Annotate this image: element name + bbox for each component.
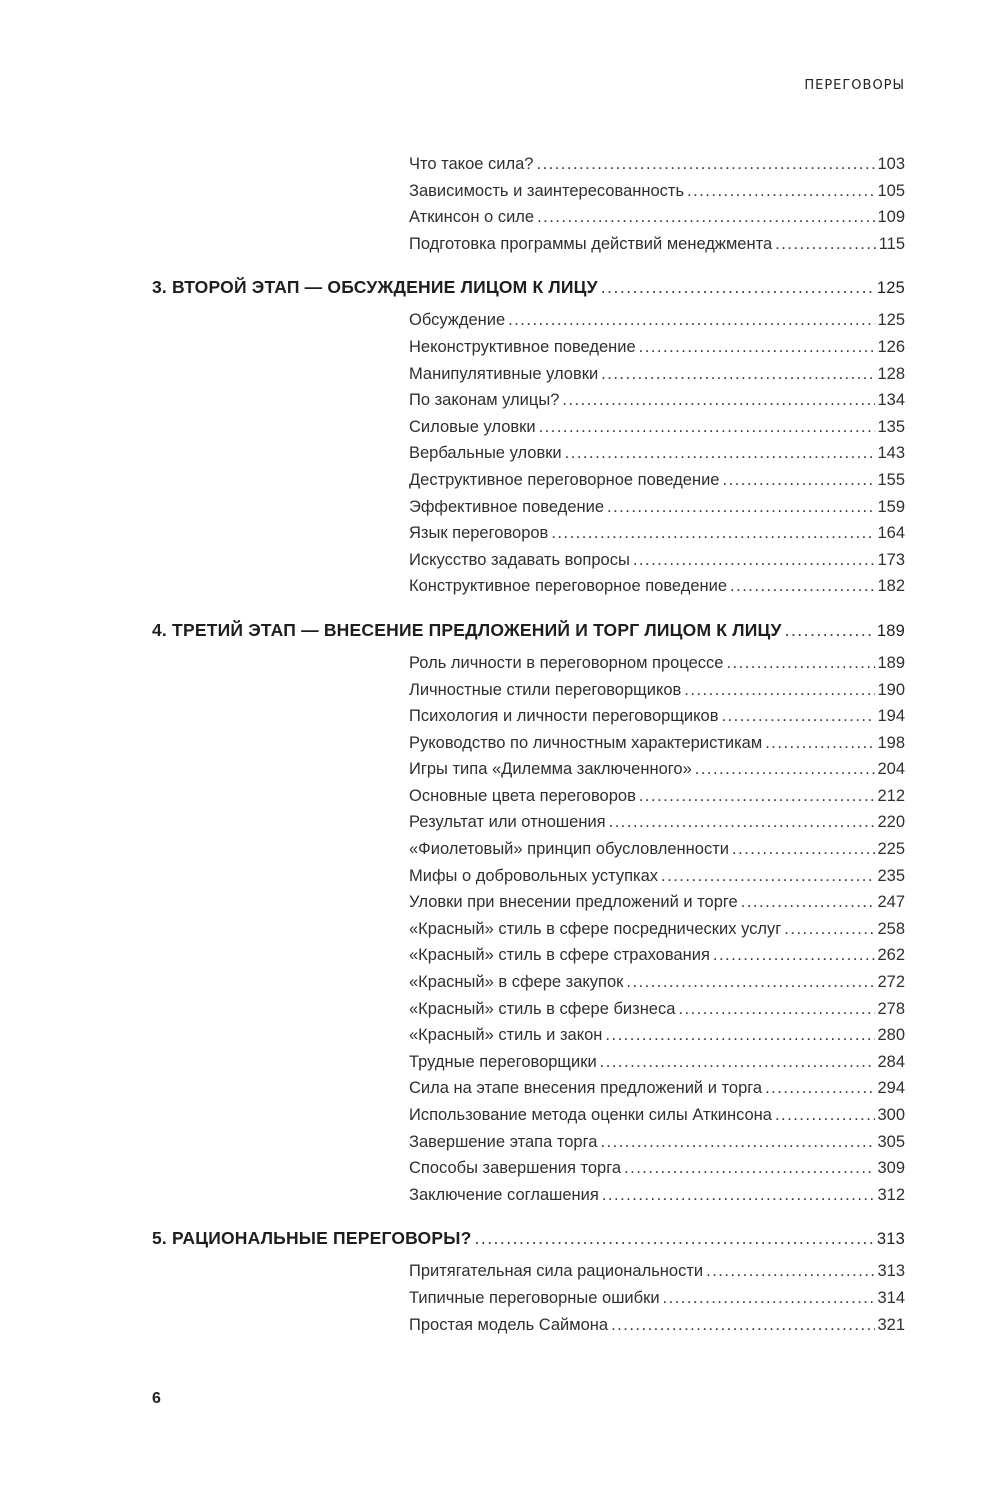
- chapter-page-number: 313: [876, 1230, 905, 1249]
- dot-leader: [661, 868, 875, 885]
- entry-page-number: 247: [877, 893, 905, 912]
- entry-page-number: 115: [878, 234, 905, 253]
- dot-leader: [765, 1080, 875, 1097]
- toc-entry: [409, 391, 905, 418]
- entry-title: Эффективное поведение: [409, 497, 604, 516]
- running-header: ПЕРЕГОВОРЫ: [804, 78, 905, 93]
- entry-title: Деструктивное переговорное поведение: [409, 470, 720, 489]
- toc-entry: [409, 365, 905, 392]
- dot-leader: [602, 1187, 876, 1204]
- entry-page-number: 109: [877, 208, 905, 227]
- dot-leader: [639, 788, 876, 805]
- entry-title: Простая модель Саймона: [409, 1315, 609, 1334]
- entry-page-number: 125: [877, 311, 905, 330]
- dot-leader: [775, 236, 877, 253]
- entry-title: Конструктивное переговорное поведение: [409, 577, 728, 596]
- toc-entry: [409, 444, 905, 471]
- chapter-page-number: 125: [876, 279, 905, 298]
- dot-leader: [626, 974, 875, 991]
- dot-leader: [732, 841, 875, 858]
- entry-page-number: 155: [877, 470, 905, 489]
- entry-page-number: 258: [877, 919, 905, 938]
- toc-entry: [409, 1289, 905, 1316]
- entry-title: Сила на этапе внесения предложений и торга: [409, 1079, 763, 1098]
- dot-leader: [562, 392, 875, 409]
- entry-page-number: 284: [877, 1052, 905, 1071]
- entry-page-number: 190: [877, 680, 905, 699]
- entry-title: Трудные переговорщики: [409, 1052, 597, 1071]
- toc-entry: [409, 338, 905, 365]
- toc-entry: [409, 577, 905, 604]
- entry-page-number: 280: [877, 1026, 905, 1045]
- dot-leader: [775, 1107, 876, 1124]
- chapter-title: 5. РАЦИОНАЛЬНЫЕ ПЕРЕГОВОРЫ?: [152, 1228, 472, 1249]
- entry-page-number: 182: [877, 577, 905, 596]
- toc-entry: [409, 208, 905, 235]
- toc-entry: [409, 946, 905, 973]
- entry-title: Притягательная сила рациональности: [409, 1262, 704, 1281]
- toc-entry: [409, 1316, 905, 1343]
- toc-entry: [409, 893, 905, 920]
- entry-page-number: 235: [877, 866, 905, 885]
- toc-entry: [409, 920, 905, 947]
- dot-leader: [551, 525, 875, 542]
- entry-page-number: 278: [877, 999, 905, 1018]
- dot-leader: [605, 1027, 875, 1044]
- toc-chapter-heading: [152, 277, 905, 307]
- dot-leader: [537, 209, 875, 226]
- entry-title: «Красный» стиль в сфере страхования: [409, 946, 710, 965]
- entry-page-number: 262: [877, 946, 905, 965]
- toc-entry: [409, 471, 905, 498]
- toc-entry: [409, 524, 905, 551]
- toc-entry: [409, 1026, 905, 1053]
- entry-title: Манипулятивные уловки: [409, 364, 599, 383]
- entry-title: По законам улицы?: [409, 391, 560, 410]
- entry-title: Силовые уловки: [409, 417, 536, 436]
- toc-entry: [409, 1262, 905, 1289]
- dot-leader: [624, 1160, 875, 1177]
- toc-entry: [409, 760, 905, 787]
- entry-page-number: 173: [877, 550, 905, 569]
- toc-entry: [409, 813, 905, 840]
- toc-entry: [409, 787, 905, 814]
- entry-title: Роль личности в переговорном процессе: [409, 653, 724, 672]
- entry-page-number: 128: [877, 364, 905, 383]
- dot-leader: [601, 366, 875, 383]
- dot-leader: [474, 1230, 874, 1248]
- toc-chapter-heading: [152, 620, 905, 650]
- toc-entry: [409, 654, 905, 681]
- entry-title: Использование метода оценки силы Аткинсона: [409, 1106, 772, 1124]
- entry-page-number: 272: [877, 973, 905, 992]
- dot-leader: [687, 183, 875, 200]
- dot-leader: [741, 894, 876, 911]
- entry-title: Заключение соглашения: [409, 1185, 599, 1204]
- toc-entry: [409, 1079, 905, 1106]
- entry-title: Искусство задавать вопросы: [409, 550, 630, 569]
- dot-leader: [730, 578, 875, 595]
- dot-leader: [539, 419, 876, 436]
- entry-title: «Красный» в сфере закупок: [409, 973, 624, 992]
- dot-leader: [565, 445, 876, 462]
- entry-page-number: 204: [877, 760, 905, 779]
- chapter-page-number: 189: [876, 621, 905, 640]
- entry-title: Зависимость и заинтересованность: [409, 181, 685, 200]
- entry-page-number: 105: [877, 181, 905, 200]
- entry-page-number: 194: [877, 707, 905, 726]
- dot-leader: [706, 1263, 875, 1280]
- dot-leader: [508, 312, 875, 329]
- entry-title: Что такое сила?: [409, 155, 534, 173]
- dot-leader: [684, 682, 875, 699]
- toc-entry: [409, 1053, 905, 1080]
- entry-page-number: 294: [877, 1079, 905, 1098]
- entry-page-number: 305: [877, 1132, 905, 1151]
- entry-page-number: 300: [877, 1106, 905, 1124]
- toc-entry: [409, 867, 905, 894]
- toc-entry: [409, 1186, 905, 1213]
- dot-leader: [765, 735, 875, 752]
- toc-entry: [409, 155, 905, 182]
- table-of-contents: [0, 155, 1000, 1342]
- entry-title: Обсуждение: [409, 311, 506, 330]
- entry-title: Завершение этапа торга: [409, 1132, 598, 1151]
- entry-title: «Красный» стиль в сфере посреднических услуг: [409, 919, 782, 938]
- entry-title: Основные цвета переговоров: [409, 786, 636, 805]
- toc-entry: [409, 1159, 905, 1186]
- dot-leader: [663, 1290, 876, 1307]
- entry-page-number: 198: [877, 733, 905, 752]
- dot-leader: [721, 708, 875, 725]
- entry-title: Результат или отношения: [409, 813, 606, 832]
- dot-leader: [784, 921, 875, 938]
- toc-entry: [409, 1000, 905, 1027]
- entry-title: Личностные стили переговорщиков: [409, 680, 682, 699]
- dot-leader: [609, 814, 876, 831]
- dot-leader: [600, 1054, 876, 1071]
- dot-leader: [633, 552, 876, 569]
- entry-title: Подготовка программы действий менеджмента: [409, 234, 773, 253]
- dot-leader: [726, 655, 875, 672]
- entry-page-number: 321: [877, 1315, 905, 1334]
- entry-page-number: 103: [877, 155, 905, 173]
- entry-page-number: 189: [877, 653, 905, 672]
- dot-leader: [695, 761, 876, 778]
- toc-entry: [409, 418, 905, 445]
- page-number: 6: [152, 1390, 161, 1407]
- entry-title: Уловки при внесении предложений и торге: [409, 893, 738, 912]
- entry-page-number: 135: [877, 417, 905, 436]
- toc-entry: [409, 1133, 905, 1160]
- entry-page-number: 143: [877, 444, 905, 463]
- entry-title: «Красный» стиль и закон: [409, 1026, 603, 1045]
- dot-leader: [607, 499, 875, 516]
- entry-page-number: 134: [877, 391, 905, 410]
- dot-leader: [536, 156, 875, 173]
- toc-chapter-heading: [152, 1228, 905, 1258]
- entry-page-number: 126: [877, 337, 905, 356]
- entry-page-number: 225: [877, 840, 905, 859]
- toc-entry: [409, 734, 905, 761]
- entry-title: Игры типа «Дилемма заключенного»: [409, 760, 692, 779]
- chapter-title: 4. ТРЕТИЙ ЭТАП — ВНЕСЕНИЕ ПРЕДЛОЖЕНИЙ И ТОРГ ЛИЦОМ К ЛИЦУ: [152, 619, 782, 640]
- toc-entry: [409, 182, 905, 209]
- entry-page-number: 220: [877, 813, 905, 832]
- dot-leader: [611, 1317, 875, 1334]
- dot-leader: [639, 339, 876, 356]
- entry-title: Язык переговоров: [409, 524, 549, 543]
- entry-page-number: 313: [877, 1262, 905, 1281]
- dot-leader: [785, 622, 875, 640]
- entry-page-number: 164: [877, 524, 905, 543]
- entry-title: Неконструктивное поведение: [409, 337, 636, 356]
- entry-title: Руководство по личностным характеристикам: [409, 733, 763, 752]
- dot-leader: [600, 1134, 875, 1151]
- entry-page-number: 314: [877, 1288, 905, 1307]
- toc-entry: [409, 311, 905, 338]
- toc-entry: [409, 840, 905, 867]
- entry-title: Способы завершения торга: [409, 1159, 622, 1178]
- dot-leader: [678, 1001, 875, 1018]
- entry-title: Вербальные уловки: [409, 444, 562, 463]
- toc-entry: [409, 235, 905, 262]
- toc-entry: [409, 498, 905, 525]
- dot-leader: [713, 947, 876, 964]
- entry-title: «Фиолетовый» принцип обусловленности: [409, 840, 729, 859]
- toc-entry: [409, 973, 905, 1000]
- entry-page-number: 159: [877, 497, 905, 516]
- toc-entry: [409, 551, 905, 578]
- toc-entry: [409, 707, 905, 734]
- entry-page-number: 309: [877, 1159, 905, 1178]
- toc-entry: [409, 681, 905, 708]
- dot-leader: [601, 279, 875, 297]
- entry-page-number: 212: [877, 786, 905, 805]
- toc-entry: [409, 1106, 905, 1133]
- entry-title: Мифы о добровольных уступках: [409, 866, 659, 885]
- entry-title: «Красный» стиль в сфере бизнеса: [409, 999, 676, 1018]
- entry-title: Аткинсон о силе: [409, 208, 535, 227]
- chapter-title: 3. ВТОРОЙ ЭТАП — ОБСУЖДЕНИЕ ЛИЦОМ К ЛИЦУ: [152, 277, 598, 298]
- entry-page-number: 312: [877, 1185, 905, 1204]
- dot-leader: [723, 472, 876, 489]
- entry-title: Типичные переговорные ошибки: [409, 1288, 660, 1307]
- entry-title: Психология и личности переговорщиков: [409, 707, 719, 726]
